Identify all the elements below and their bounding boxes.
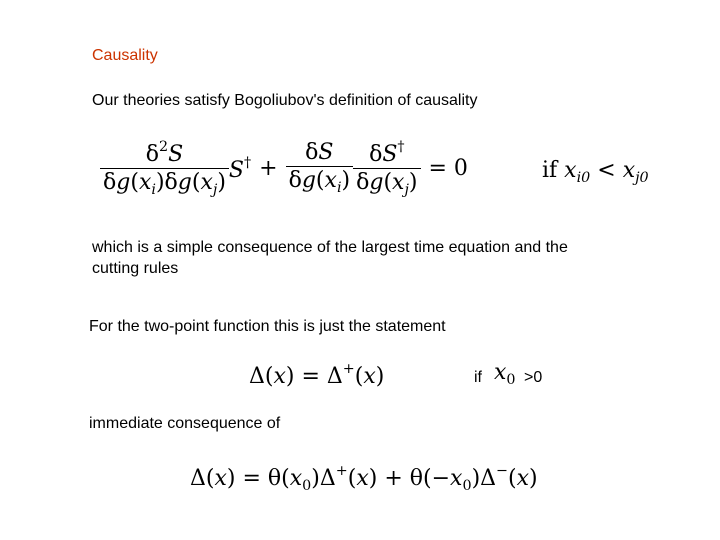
consequence-text-line-2: cutting rules	[92, 260, 179, 277]
delta-equals-delta-plus-equation: Δ(x) = Δ+(x)	[249, 361, 385, 389]
if-label: if	[474, 369, 482, 386]
two-point-function-text: For the two-point function this is just the statement	[89, 318, 446, 335]
greater-than-zero: >0	[524, 369, 543, 386]
immediate-consequence-text: immediate consequence of	[89, 415, 281, 432]
theta-decomposition-equation: $\Delta(x) = \theta(x_0)\Delta^+(x) + \theta(-x_0)\Delta^-(x)$	[190, 463, 538, 494]
consequence-text-line-1: which is a simple consequence of the largest time equation and the	[92, 239, 568, 256]
causality-intro-text: Our theories satisfy Bogoliubov's definition of causality	[92, 92, 478, 109]
causality-condition: if $x_{i0} < x_{j0}$	[542, 158, 649, 186]
slide-title: Causality	[92, 47, 158, 64]
x-zero-symbol: $x_0$	[494, 360, 516, 388]
bogoliubov-causality-equation: $\frac{\delta^2S}{\delta g(x_i)\delta g(x_j)}$ S† + $\frac{\delta S}{\delta g(x_i)}$ $\frac{\delta S^\dagger}{\delta g(x_j)}$ = 0	[100, 140, 476, 197]
